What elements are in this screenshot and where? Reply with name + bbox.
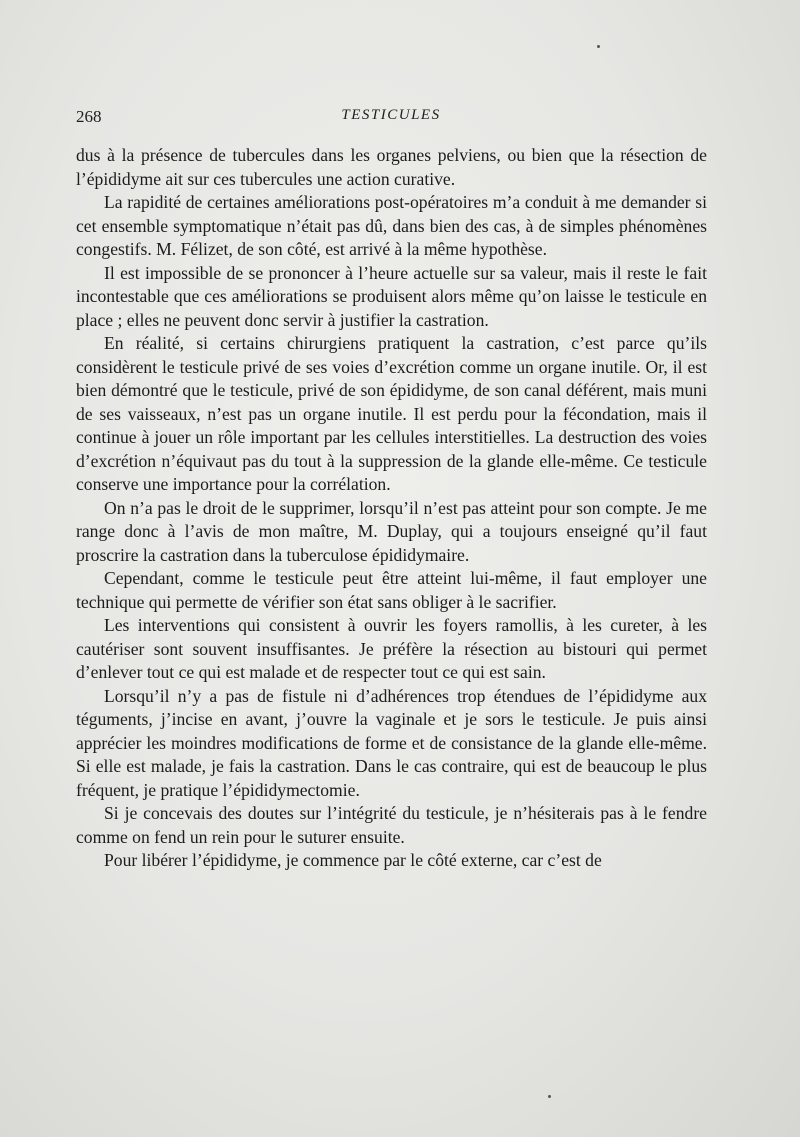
- paper-speck: [548, 1095, 551, 1098]
- paper-speck: [597, 45, 600, 48]
- paragraph-7: Les interventions qui consistent à ouvrir les foyers ramollis, à les cureter, à les cautériser sont souvent insuffisantes. Je préfère la résection au bistouri qui permet d’enlever tout ce qui est malade et de respecter tout ce qui est sain.: [76, 615, 707, 682]
- running-title: TESTICULES: [341, 107, 441, 123]
- paragraph-3: Il est impossible de se prononcer à l’heure actuelle sur sa valeur, mais il reste le fait incontestable que ces améliorations se produisent alors même qu’on laisse le testicule en place ; elles ne peuvent donc servir à justifier la castration.: [76, 262, 707, 330]
- paragraph-9: Si je concevais des doutes sur l’intégrité du testicule, je n’hésiterais pas à le fendre comme on fend un rein pour le suturer ensuite.: [76, 803, 707, 847]
- paragraph-8: Lorsqu’il n’y a pas de fistule ni d’adhérences trop étendues de l’épididyme aux téguments, j’incise en avant, j’ouvre la vaginale et je sors le testicule. Je puis ainsi apprécier les moindres modifications de forme et de consistance de la glande elle-même. Si elle est malade, je fais la castration. Dans le cas contraire, qui est de beaucoup le plus fréquent, je pratique l’épididymectomie.: [76, 685, 707, 800]
- paragraph-10: Pour libérer l’épididyme, je commence par le côté externe, car c’est de: [104, 850, 602, 870]
- paragraph-6: Cependant, comme le testicule peut être atteint lui-même, il faut employer une technique qui permette de vérifier son état sans obliger à le sacrifier.: [76, 568, 707, 612]
- paragraph-1: dus à la présence de tubercules dans les organes pelviens, ou bien que la résection de l’épididyme ait sur ces tubercules une action curative.: [76, 145, 707, 189]
- body-text: [76, 144, 707, 873]
- paragraph-5: On n’a pas le droit de le supprimer, lorsqu’il n’est pas atteint pour son compte. Je me range donc à l’avis de mon maître, M. Duplay, qui a toujours enseigné qu’il faut proscrire la castration dans la tuberculose épididymaire.: [76, 497, 707, 565]
- page-header: [76, 107, 706, 131]
- paragraph-2: La rapidité de certaines améliorations post-opératoires m’a conduit à me demander si cet ensemble symptomatique n’était pas dû, dans bien des cas, à de simples phénomènes congestifs. M. Félizet, de son côté, est arrivé à la même hypothèse.: [76, 192, 707, 259]
- paragraph-4: En réalité, si certains chirurgiens pratiquent la castration, c’est parce qu’ils considèrent le testicule privé de ses voies d’excrétion comme un organe inutile. Or, il est bien démontré que le testicule, privé de son épididyme, de son canal déférent, mais muni de ses vaisseaux, n’est pas un organe inutile. Il est perdu pour la fécondation, mais il continue à jouer un rôle important par les cellules interstitielles. La destruction des voies d’excrétion n’équivaut pas du tout à la suppression de la glande elle-même. Ce testicule conserve une importance pour la corrélation.: [76, 333, 707, 494]
- page-number: 268: [76, 107, 102, 126]
